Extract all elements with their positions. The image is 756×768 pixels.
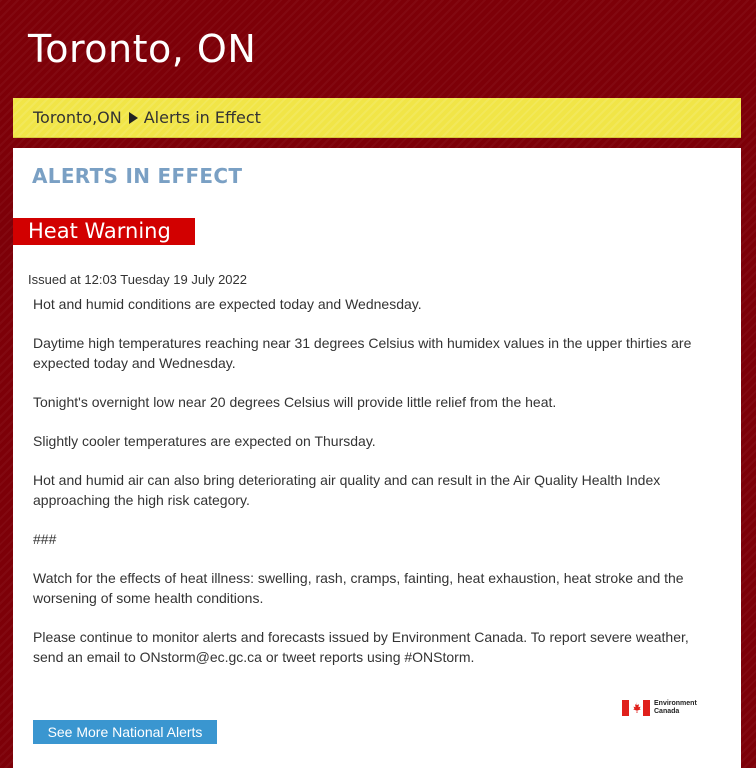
alert-paragraph: ###	[33, 531, 57, 547]
alert-paragraph: Daytime high temperatures reaching near 31 degrees Celsius with humidex values in the upper thirties are expected today and Wednesday.	[33, 335, 692, 371]
heat-warning-banner: Heat Warning	[13, 218, 195, 245]
logo-text-line2: Canada	[654, 708, 680, 715]
breadcrumb-location-link[interactable]: Toronto,ON	[33, 108, 122, 127]
triangle-right-icon	[129, 112, 138, 124]
alert-paragraph: Tonight's overnight low near 20 degrees Celsius will provide little relief from the heat.	[33, 394, 557, 410]
alert-paragraph: Please continue to monitor alerts and forecasts issued by Environment Canada. To report severe weather, send an email to ONstorm@ec.gc.ca or tweet reports using #ONStorm.	[33, 629, 689, 665]
alert-paragraph: Slightly cooler temperatures are expected on Thursday.	[33, 433, 376, 449]
alert-paragraph: Watch for the effects of heat illness: swelling, rash, cramps, fainting, heat exhaustion, heat stroke and the worsening of some health conditions.	[33, 570, 684, 606]
issued-timestamp: Issued at 12:03 Tuesday 19 July 2022	[28, 272, 247, 287]
alert-body	[33, 294, 703, 686]
section-heading: ALERTS IN EFFECT	[32, 164, 243, 188]
logo-text-line1: Environment	[654, 700, 697, 707]
canada-flag-icon	[622, 700, 650, 716]
page-title: Toronto, ON	[28, 27, 257, 71]
breadcrumb-current: Alerts in Effect	[143, 108, 261, 127]
alerts-panel	[13, 148, 741, 768]
alert-paragraph: Hot and humid air can also bring deteriorating air quality and can result in the Air Quality Health Index approaching the high risk category.	[33, 472, 661, 508]
breadcrumb	[13, 98, 741, 138]
environment-canada-logo	[622, 700, 697, 716]
see-more-national-alerts-button[interactable]: See More National Alerts	[33, 720, 217, 744]
alert-paragraph: Hot and humid conditions are expected today and Wednesday.	[33, 296, 422, 312]
